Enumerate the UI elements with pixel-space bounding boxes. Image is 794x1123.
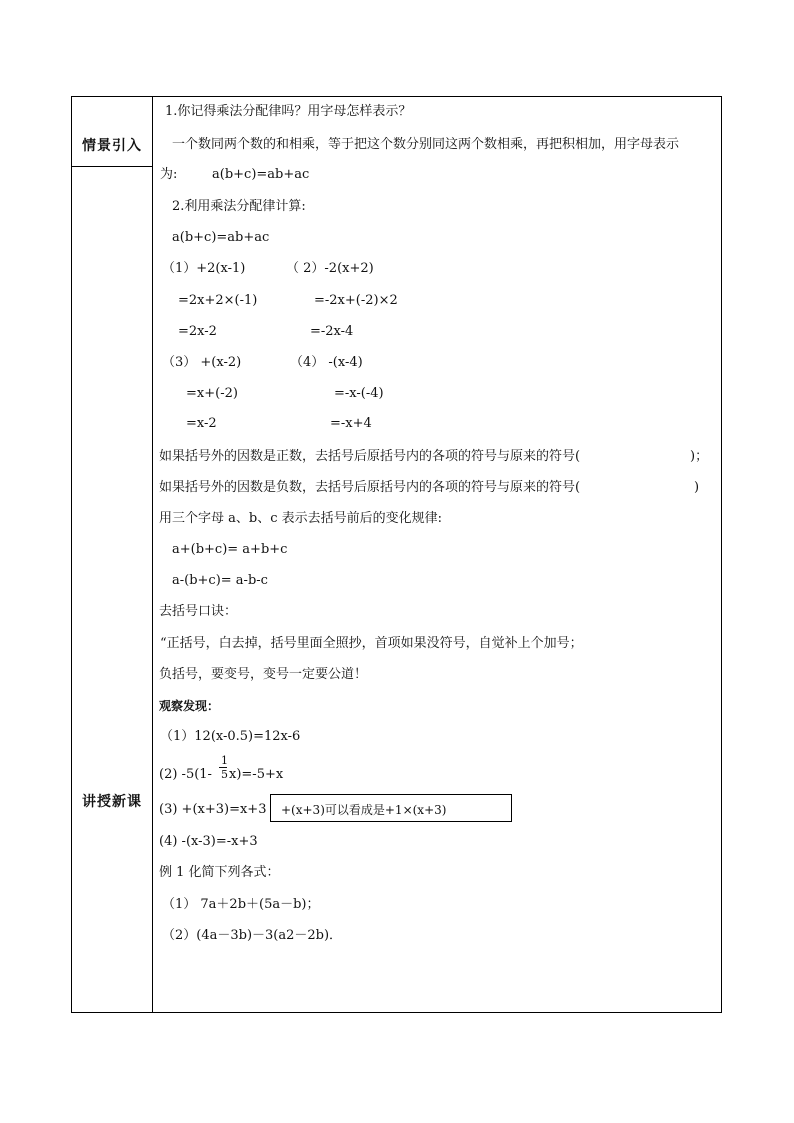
observation-4: (4) -(x-3)=-x+3 xyxy=(159,834,258,849)
mnemonic-title: 去括号口诀： xyxy=(159,604,238,619)
question-1: 1.你记得乘法分配律吗？用字母怎样表示？ xyxy=(165,104,412,119)
example-1-step2: =2x-2 xyxy=(178,324,217,339)
example-problem-2: （2）(4a－3b)－3(a2－2b)． xyxy=(162,928,343,943)
observe-title: 观察发现： xyxy=(159,699,220,713)
question-1-answer-line1: 一个数同两个数的和相乘，等于把这个数分别同这两个数相乘，再把积相加，用字母表示 xyxy=(172,137,680,152)
example-3-step1: =x+(-2) xyxy=(186,386,238,401)
observation-1: （1）12(x-0.5)=12x-6 xyxy=(160,729,301,744)
column-divider xyxy=(152,97,153,1012)
rule-formula-1: a+(b+c)= a+b+c xyxy=(172,542,288,557)
example-4-step1: =-x-(-4) xyxy=(334,386,384,401)
section-label-new-lesson: 讲授新课 xyxy=(82,794,142,810)
observation-2-left: (2) -5(1- xyxy=(159,767,212,782)
row-divider xyxy=(72,166,152,167)
example-1-title: （1）+2(x-1) xyxy=(162,261,246,276)
example-4-step2: =-x+4 xyxy=(330,416,372,431)
question-2: 2.利用乘法分配律计算: xyxy=(172,199,306,214)
example-1-step1: =2x+2×(-1) xyxy=(178,293,258,308)
rule-negative-close: ) xyxy=(694,480,700,495)
rule-positive: 如果括号外的因数是正数，去括号后原括号内的各项的符号与原来的符号( xyxy=(159,449,581,464)
example-heading: 例 1 化简下列各式： xyxy=(159,865,280,880)
example-problem-1: （1） 7a＋2b＋(5a－b)； xyxy=(162,897,320,912)
question-1-answer-line2: 为: xyxy=(160,167,178,182)
example-4-title: （4） -(x-4) xyxy=(290,355,363,370)
observation-3-note-box xyxy=(270,794,512,822)
example-3-title: （3） +(x-2) xyxy=(162,355,242,370)
mnemonic-line-2: 负括号，要变号，变号一定要公道！ xyxy=(159,667,368,682)
rule-formula-2: a-(b+c)= a-b-c xyxy=(172,573,268,588)
section-label-intro: 情景引入 xyxy=(82,138,142,154)
fraction-numerator: 1 xyxy=(221,754,228,767)
example-2-step1: =-2x+(-2)×2 xyxy=(314,293,398,308)
fraction-denominator: 5 xyxy=(221,768,228,781)
question-2-formula: a(b+c)=ab+ac xyxy=(172,230,270,245)
observation-3: (3) +(x+3)=x+3 xyxy=(159,802,267,817)
rule-letters: 用三个字母 a、b、c 表示去括号前后的变化规律: xyxy=(159,511,442,526)
rule-positive-close: )； xyxy=(690,449,709,464)
distributive-formula: a(b+c)=ab+ac xyxy=(212,167,310,182)
mnemonic-line-1: “正括号，白去掉，括号里面全照抄，首项如果没符号，自觉补上个加号； xyxy=(160,636,583,651)
example-2-step2: =-2x-4 xyxy=(310,324,354,339)
example-3-step2: =x-2 xyxy=(186,416,217,431)
observation-3-note: +(x+3)可以看成是+1×(x+3) xyxy=(281,803,447,817)
rule-negative: 如果括号外的因数是负数，去括号后原括号内的各项的符号与原来的符号( xyxy=(159,480,581,495)
example-2-title: （ 2）-2(x+2) xyxy=(286,261,374,276)
observation-2-right: x)=-5+x xyxy=(229,767,284,782)
